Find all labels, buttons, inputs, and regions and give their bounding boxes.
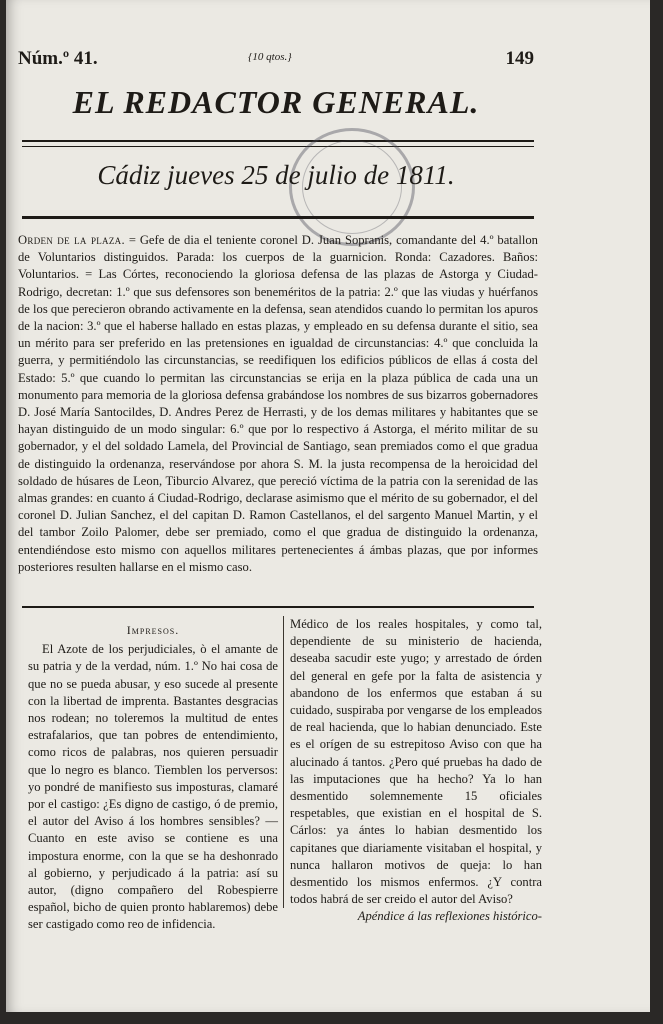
page-number: 149 <box>505 48 534 69</box>
article-body: = Gefe de dia el teniente coronel D. Juan Sopranis, comandante del 4.º batallon de Voluntarios distinguidos. Parada: los cuerpos de la guarnicion. Ronda: Cazadores. Baños: Voluntarios. = Las Córtes, reconociendo la gloriosa defensa de las plazas de Astorga y Ciudad-Rodrigo, decretan: 1.º que sus defensores son beneméritos de la patria: 2.º que las viudas y huérfanos de los que perecieron obrando activamente en la defensa, sean atendidos cuando lo permitan los apuros de la nacion: 3.º que el haberse hallado en estas plazas, y empleado en su defensa durante el sitio, sea un mérito para ser preferido en las pretensiones en igualdad de circunstancias: 4.º que concluida la guerra, y permitiéndolo las circunstancias, se reedifiquen los edificios públicos de ellas á costa del Estado: 5.º que cuando lo permitan las circunstancias se erija en la plaza pública de cada una un monumento para memoria de la gloriosa defensa grabándose los nombres de sus bizarros gobernadores D. José María Santocildes, D. Andres Perez de Herrasti, y de los demas militares y habitantes que se hayan distinguido de un modo singular: 6.º que por lo respectivo á Astorga, el mérito militar de su gobernador, y el del soldado Lamela, del Provincial de Santiago, sean premiados como el que gradua de distinguido la ordenanza, reservándose por ahora S. M. la justa recompensa de la heroicidad del soldado de húsares de Leon, Tiburcio Alvarez, que pereció víctima de la patria con la serenidad de las almas grandes: en cuanto á Ciudad-Rodrigo, declarase asimismo que el mérito de su gobernador, el del coronel D. Julian Sanchez, el del capitan D. Ramon Castellanos, el del sargento Manuel Martin, y el del tambor Zoilo Palomer, debe ser premiado, como el que gradua de distinguido la ordenanza, entendiéndose esto mismo con aquellos militares pertenecientes á ámbas plazas, que por informes posteriores resulten hallarse en el mismo caso. <box>18 233 538 574</box>
masthead-title: EL REDACTOR GENERAL. <box>72 84 480 120</box>
article-lead: Orden de la plaza. <box>18 233 125 247</box>
impresos-right-text: Médico de los reales hospitales, y como tal, dependiente de su ministerio de hacienda, deseaba sacudir este yugo; y arrestado de órden del general en gefe por la falta de asistencia y abandono de los enfermos que estaban á su cuidado, suspiraba por vengarse de los empleados de real hacienda, que lo habian denunciado. Este es el orígen de su estrepitoso Aviso con que ha alucinado á tantos. ¿Pero qué pruebas ha dado de las imputaciones que ha hecho? Ya lo han desmentido solemnemente 15 oficiales respetables, que existian en el hospital de S. Cárlos: ya ántes lo habian desmentido los capitanes que diariamente visitaban el hospital, y nunca hallaron motivos de queja: lo han desmentido los mismos enfermos. ¿Y contra todos habrá de ser creido el autor del Aviso? <box>290 617 542 907</box>
masthead-rule <box>22 140 534 147</box>
impresos-left-text: El Azote de los perjudiciales, ò el amante de su patria y de la verdad, núm. 1.º No hai cosa de que no se pueda abusar, y eso sucede al presente con la libertad de imprenta. Bastantes desgracias nos rodean; no toleremos la multitud de entes estrafalarios, que tan pobres de entendimiento, como ricos de palabras, nos quieren persuadir que lo negro es blanco. Tiemblen los perversos: yo pondré de manifiesto sus imposturas, clamaré por el castigo: ¿Es digno de castigo, ó de premio, el autor del Aviso á los hombres sensibles? — Cuanto en este aviso se contiene es una impostura enorme, con la que se ha deshonrado al gobierno, y perjudicado á la patria: así su autor, (digno compañero del Robespierre español, bicho de quien pronto hablaremos) debe ser castigado como reo de infidencia. <box>28 642 278 932</box>
dateline: Cádiz jueves 25 de julio de 1811. <box>97 160 455 190</box>
issue-price: {10 qtos.} <box>248 51 292 63</box>
catchline: Apéndice á las reflexiones histórico- <box>357 909 542 924</box>
newspaper-page <box>6 0 650 1012</box>
impresos-right-column <box>290 616 542 926</box>
section-divider <box>22 606 534 608</box>
main-article <box>18 232 538 576</box>
page-header <box>18 48 534 74</box>
dateline-rule <box>22 216 534 219</box>
section-title-impresos: Impresos. <box>126 623 180 637</box>
issue-number: Núm.º 41. <box>18 48 98 69</box>
column-separator <box>283 616 284 908</box>
impresos-left-column <box>28 622 278 934</box>
